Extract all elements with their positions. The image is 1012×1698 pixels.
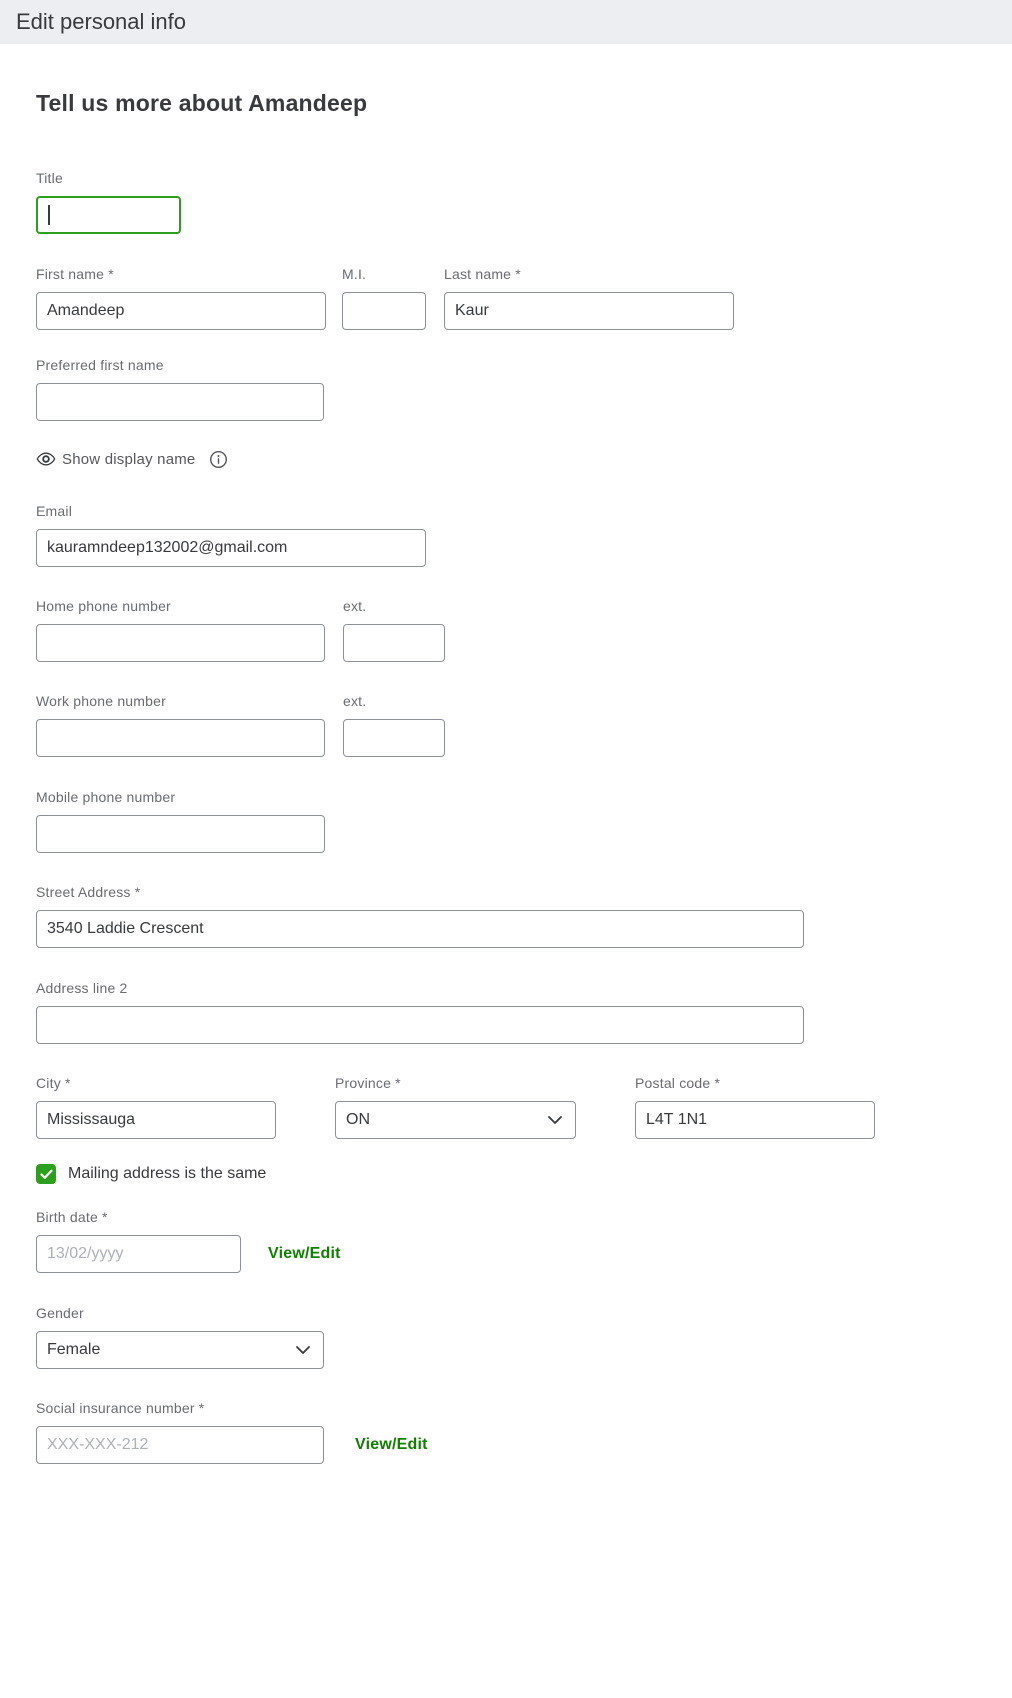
province-value: ON bbox=[346, 1111, 370, 1128]
field-gender bbox=[36, 1304, 1012, 1369]
home-ext-label: ext. bbox=[343, 598, 367, 614]
email-label: Email bbox=[36, 503, 73, 519]
field-address-line2 bbox=[36, 979, 1012, 1044]
section-heading: Tell us more about Amandeep bbox=[36, 90, 368, 116]
province-label: Province * bbox=[335, 1075, 401, 1091]
city-row bbox=[36, 1074, 1012, 1139]
work-phone-label: Work phone number bbox=[36, 693, 166, 709]
sin-input[interactable] bbox=[36, 1426, 324, 1464]
address-line2-label: Address line 2 bbox=[36, 980, 128, 996]
address-line2-input[interactable] bbox=[36, 1006, 804, 1044]
gender-select[interactable] bbox=[36, 1331, 324, 1369]
field-province bbox=[335, 1074, 576, 1139]
work-ext-input[interactable] bbox=[343, 719, 445, 757]
edit-personal-info-form bbox=[0, 44, 1012, 1464]
page-header bbox=[0, 0, 1012, 44]
info-icon[interactable] bbox=[209, 450, 228, 469]
field-preferred-first-name bbox=[36, 356, 1012, 421]
field-work-phone bbox=[36, 692, 325, 757]
work-phone-row bbox=[36, 692, 1012, 757]
birth-date-input[interactable] bbox=[36, 1235, 241, 1273]
title-label: Title bbox=[36, 170, 63, 186]
gender-label: Gender bbox=[36, 1305, 84, 1321]
middle-initial-input[interactable] bbox=[342, 292, 426, 330]
postal-code-input[interactable] bbox=[635, 1101, 875, 1139]
first-name-value: Amandeep bbox=[47, 302, 125, 319]
checkmark-icon bbox=[40, 1169, 53, 1180]
last-name-value: Kaur bbox=[455, 302, 489, 319]
postal-code-label: Postal code * bbox=[635, 1075, 721, 1091]
page-title: Edit personal info bbox=[16, 9, 186, 34]
first-name-input[interactable] bbox=[36, 292, 326, 330]
city-input[interactable] bbox=[36, 1101, 276, 1139]
sin-view-edit-link[interactable]: View/Edit bbox=[355, 1436, 428, 1453]
last-name-input[interactable] bbox=[444, 292, 734, 330]
preferred-first-name-label: Preferred first name bbox=[36, 357, 164, 373]
field-street-address bbox=[36, 883, 1012, 948]
preferred-first-name-input[interactable] bbox=[36, 383, 324, 421]
field-home-phone bbox=[36, 597, 325, 662]
street-address-input[interactable] bbox=[36, 910, 804, 948]
sin-placeholder: XXX-XXX-212 bbox=[47, 1436, 149, 1453]
birth-date-view-edit-link[interactable]: View/Edit bbox=[268, 1245, 341, 1262]
work-phone-input[interactable] bbox=[36, 719, 325, 757]
field-first-name bbox=[36, 265, 326, 330]
home-phone-label: Home phone number bbox=[36, 598, 171, 614]
last-name-label: Last name * bbox=[444, 266, 521, 282]
field-email bbox=[36, 502, 1012, 567]
city-label: City * bbox=[36, 1075, 71, 1091]
field-postal-code bbox=[635, 1074, 875, 1139]
field-middle-initial bbox=[342, 265, 426, 330]
field-work-ext bbox=[343, 692, 445, 757]
field-title bbox=[36, 169, 1012, 234]
email-input[interactable] bbox=[36, 529, 426, 567]
province-select[interactable] bbox=[335, 1101, 576, 1139]
street-address-label: Street Address * bbox=[36, 884, 141, 900]
chevron-down-icon bbox=[547, 1115, 563, 1125]
home-ext-input[interactable] bbox=[343, 624, 445, 662]
mobile-phone-label: Mobile phone number bbox=[36, 789, 176, 805]
sin-label: Social insurance number * bbox=[36, 1400, 205, 1416]
title-input[interactable] bbox=[36, 196, 181, 234]
mailing-same-checkbox[interactable] bbox=[36, 1164, 56, 1184]
field-mobile-phone bbox=[36, 788, 1012, 853]
show-display-name-toggle[interactable] bbox=[36, 447, 1012, 471]
home-phone-row bbox=[36, 597, 1012, 662]
field-sin bbox=[36, 1399, 1012, 1464]
email-value: kauramndeep132002@gmail.com bbox=[47, 539, 288, 556]
chevron-down-icon bbox=[295, 1345, 311, 1355]
street-address-value: 3540 Laddie Crescent bbox=[47, 920, 204, 937]
field-home-ext bbox=[343, 597, 445, 662]
gender-value: Female bbox=[47, 1341, 101, 1358]
work-ext-label: ext. bbox=[343, 693, 367, 709]
middle-initial-label: M.I. bbox=[342, 266, 367, 282]
home-phone-input[interactable] bbox=[36, 624, 325, 662]
mailing-same-checkbox-row[interactable] bbox=[36, 1164, 1012, 1184]
field-last-name bbox=[444, 265, 734, 330]
birth-date-label: Birth date * bbox=[36, 1209, 108, 1225]
text-caret bbox=[48, 205, 50, 225]
birth-date-placeholder: 13/02/yyyy bbox=[47, 1245, 124, 1262]
show-display-name-label: Show display name bbox=[62, 450, 196, 468]
city-value: Mississauga bbox=[47, 1111, 136, 1128]
mobile-phone-input[interactable] bbox=[36, 815, 325, 853]
eye-icon bbox=[36, 451, 56, 467]
field-city bbox=[36, 1074, 276, 1139]
postal-code-value: L4T 1N1 bbox=[646, 1111, 708, 1128]
first-name-label: First name * bbox=[36, 266, 114, 282]
name-row bbox=[36, 265, 1012, 330]
mailing-same-label: Mailing address is the same bbox=[68, 1165, 267, 1182]
field-birth-date bbox=[36, 1208, 1012, 1273]
